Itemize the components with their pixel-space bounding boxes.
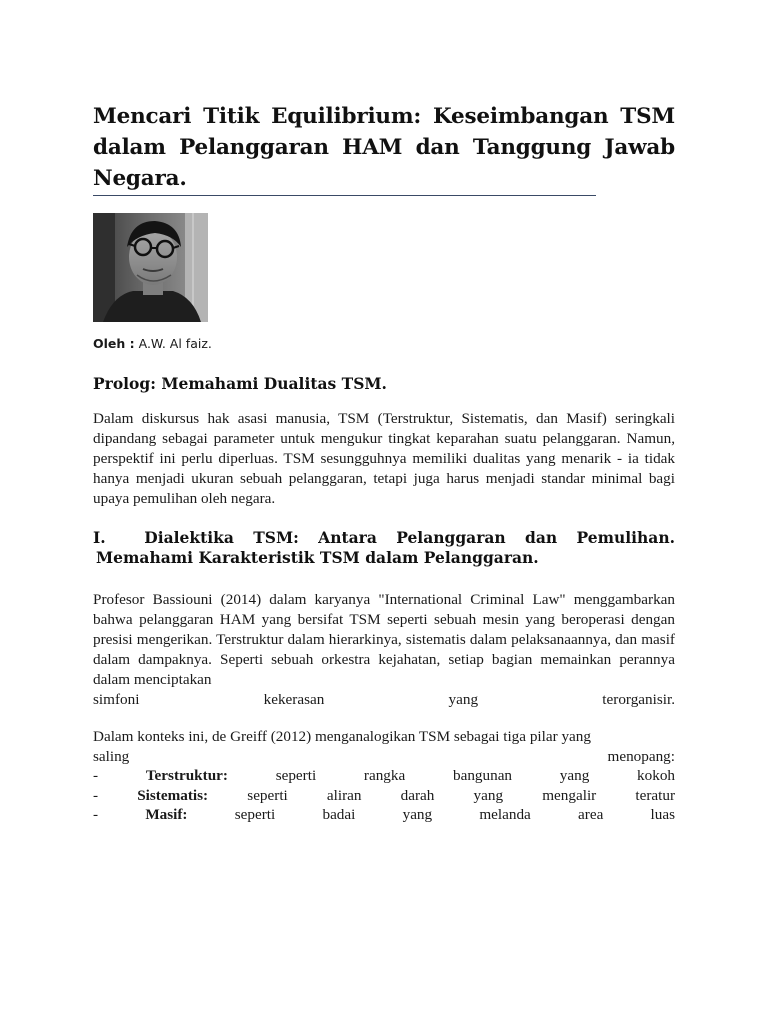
pillar-dash: - [93,786,99,804]
pillar-description: seperti rangka bangunan yang kokoh [275,767,676,784]
paragraph-bassiouni-last-line: simfoni kekerasan yang terorganisir. [93,691,675,708]
prolog-paragraph: Dalam diskursus hak asasi manusia, TSM (Terstruktur, Sistematis, dan Masif) seringkali dipandang sebagai parameter untuk mengukur tingkat keparahan suatu pelanggaran. Namun, perspektif ini perlu diperluas. TSM sesungguhnya memiliki dualitas yang menarik - ia tidak hanya menjadi ukuran sebuah pelanggaran, tetapi juga harus menjadi standar minimal bagi upaya pemulihan oleh negara. [93,410,675,507]
title-divider [93,195,596,196]
byline [93,336,675,351]
paragraph-de-greiff [93,727,675,767]
paragraph-bassiouni [93,590,675,710]
pillar-item [93,766,675,786]
pillar-item [93,786,675,806]
pillar-dash: - [93,767,99,784]
paragraph-bassiouni-main: Profesor Bassiouni (2014) dalam karyanya "International Criminal Law" menggambarkan bahwa pelanggaran HAM yang bersifat TSM seperti sebuah mesin yang beroperasi dengan presisi mengerikan. Terstruktur dalam hierarkinya, sistematis dalam pelaksanaannya, dan masif dalam dampaknya. Seperti sebuah orkestra kejahatan, setiap bagian memainkan perannya dalam menciptakan [93,591,675,688]
pillar-description: seperti badai yang melanda area luas [234,806,676,823]
pillar-term: Sistematis: [137,786,209,804]
byline-label: Oleh : [93,336,135,351]
section-1-heading-line1: I. Dialektika TSM: Antara Pelanggaran dan Pemulihan. [93,528,675,547]
section-1-heading-line2: Memahami Karakteristik TSM dalam Pelanggaran. [96,548,539,567]
paragraph-de-greiff-line1: Dalam konteks ini, de Greiff (2012) menganalogikan TSM sebagai tiga pilar yang [93,728,591,745]
article-title: Mencari Titik Equilibrium: Keseimbangan TSM dalam Pelanggaran HAM dan Tanggung Jawab Negara. [93,104,675,191]
author-photo [93,213,208,322]
pillar-item [93,805,675,825]
pillar-term: Terstruktur: [145,767,228,784]
byline-author: A.W. Al faiz. [138,336,212,351]
paragraph-de-greiff-line2: saling menopang: [93,748,675,765]
pillars-list [93,766,675,825]
pillar-description: seperti aliran darah yang mengalir teratur [247,786,676,804]
pillar-term: Masif: [145,806,188,823]
section-1-heading [93,528,675,568]
prolog-heading: Prolog: Memahami Dualitas TSM. [93,374,387,393]
pillar-dash: - [93,806,99,823]
